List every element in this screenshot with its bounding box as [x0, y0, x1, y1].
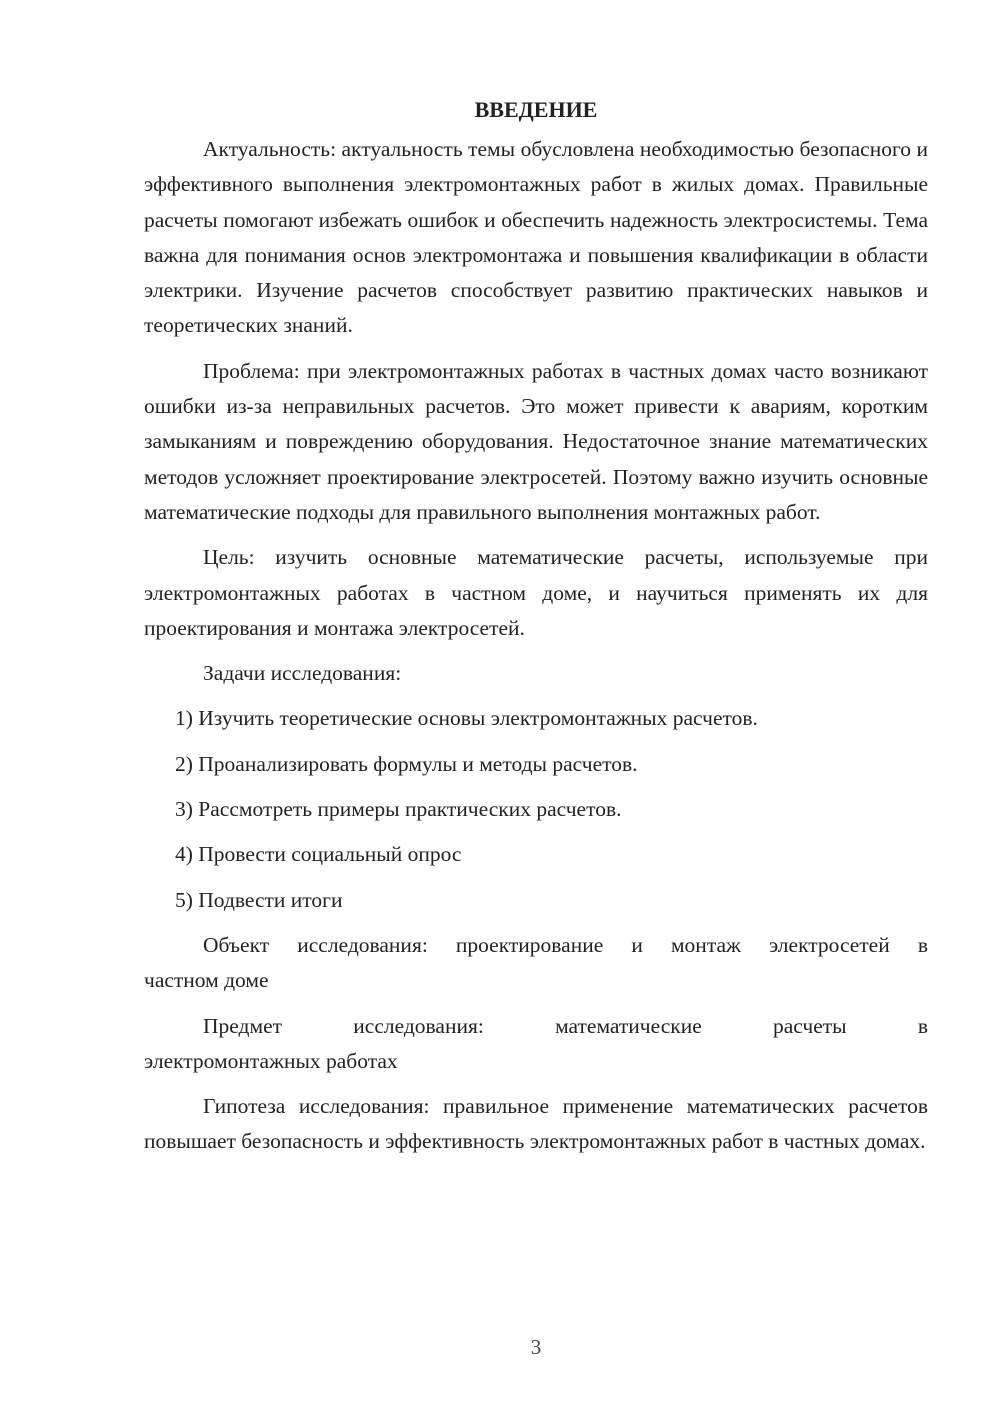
- page-content: [144, 92, 928, 1170]
- task-item: 1) Изучить теоретические основы электромонтажных расчетов.: [175, 706, 758, 731]
- subject-paragraph: [144, 1009, 928, 1080]
- problem-paragraph: Проблема: при электромонтажных работах в частных домах часто возникают ошибки из-за неправильных расчетов. Это может привести к авариям, коротким замыканиям и повреждению оборудования. Недостаточное знание математических методов усложняет проектирование электросетей. Поэтому важно изучить основные математические подходы для правильного выполнения монтажных работ.: [144, 358, 928, 524]
- object-line-2: частном доме: [144, 968, 269, 993]
- task-item: 5) Подвести итоги: [175, 887, 343, 912]
- task-item: 4) Провести социальный опрос: [175, 842, 462, 867]
- object-line-1: Объект исследования: проектирование и монтаж электросетей в: [203, 932, 928, 957]
- object-paragraph: [144, 928, 928, 999]
- hypothesis-paragraph: Гипотеза исследования: правильное применение математических расчетов повышает безопасность и эффективность электромонтажных работ в частных домах.: [144, 1094, 928, 1154]
- subject-line-1: Предмет исследования: математические расчеты в: [203, 1013, 928, 1038]
- page-number: 3: [530, 1335, 542, 1359]
- task-item: 2) Проанализировать формулы и методы расчетов.: [175, 751, 638, 776]
- goal-paragraph: Цель: изучить основные математические расчеты, используемые при электромонтажных работах в частном доме, и научиться применять их для проектирования и монтажа электросетей.: [144, 545, 928, 640]
- subject-line-2: электромонтажных работах: [144, 1048, 398, 1073]
- relevance-paragraph: Актуальность: актуальность темы обусловлена необходимостью безопасного и эффективного выполнения электромонтажных работ в жилых домах. Правильные расчеты помогают избежать ошибок и обеспечить надежность электросистемы. Тема важна для понимания основ электромонтажа и повышения квалификации в области электрики. Изучение расчетов способствует развитию практических навыков и теоретических знаний.: [144, 137, 928, 338]
- task-list: [144, 701, 928, 917]
- task-item: 3) Рассмотреть примеры практических расчетов.: [175, 797, 622, 822]
- section-title: ВВЕДЕНИЕ: [474, 97, 598, 122]
- tasks-heading: Задачи исследования:: [203, 661, 402, 686]
